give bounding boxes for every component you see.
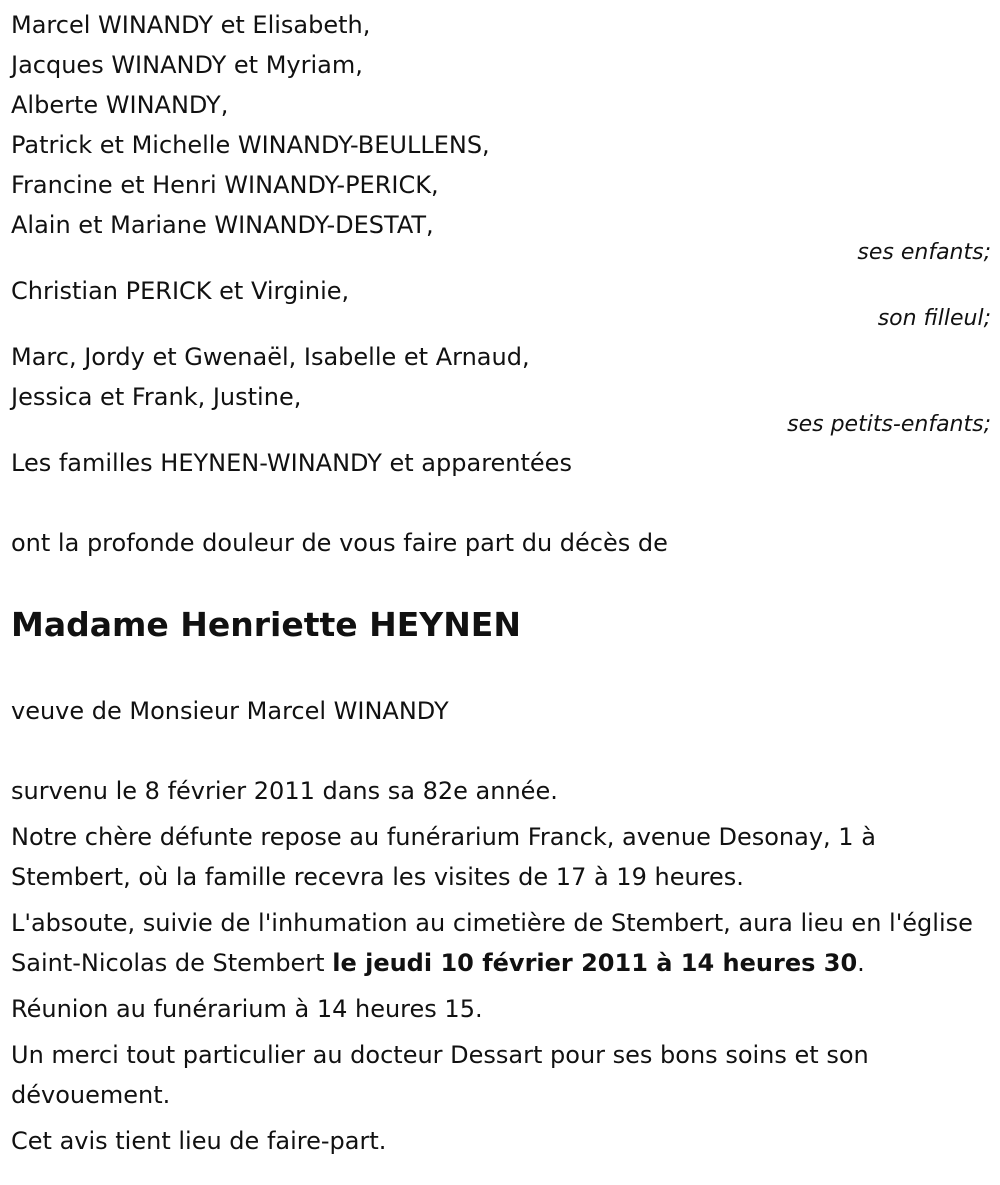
grandchildren-list xyxy=(11,337,991,417)
ceremony-text: L'absoute, suivie de l'inhumation au cimetière de Stembert, aura lieu en l'église Saint-Nicolas de Stembert xyxy=(11,909,973,977)
death-info: survenu le 8 février 2011 dans sa 82e année. xyxy=(11,777,558,805)
ceremony-end: . xyxy=(857,949,865,977)
families-line: Les familles HEYNEN-WINANDY et apparentées xyxy=(11,449,572,477)
thanks-info: Un merci tout particulier au docteur Dessart pour ses bons soins et son dévouement. xyxy=(11,1041,869,1109)
rest-info: Notre chère défunte repose au funérarium Franck, avenue Desonay, 1 à Stembert, où la famille recevra les visites de 17 à 19 heures. xyxy=(11,823,876,891)
grandchild-line: Jessica et Frank, Justine, xyxy=(11,383,302,411)
widow-of-line: veuve de Monsieur Marcel WINANDY xyxy=(11,697,449,725)
announcement-line: ont la profonde douleur de vous faire part du décès de xyxy=(11,529,668,557)
child-line: Francine et Henri WINANDY-PERICK, xyxy=(11,171,439,199)
children-list xyxy=(11,0,991,245)
child-line: Alain et Mariane WINANDY-DESTAT, xyxy=(11,211,434,239)
grandchild-line: Marc, Jordy et Gwenaël, Isabelle et Arnaud, xyxy=(11,343,530,371)
notice-info: Cet avis tient lieu de faire-part. xyxy=(11,1127,387,1155)
child-line: Jacques WINANDY et Myriam, xyxy=(11,51,363,79)
child-line: Patrick et Michelle WINANDY-BEULLENS, xyxy=(11,131,490,159)
obituary-notice xyxy=(11,0,991,1161)
ceremony-info xyxy=(11,903,991,983)
grandchildren-role: ses petits-enfants; xyxy=(787,412,991,437)
children-role: ses enfants; xyxy=(857,240,991,265)
child-line: Alberte WINANDY, xyxy=(11,91,229,119)
deceased-name: Madame Henriette HEYNEN xyxy=(11,605,521,644)
godson-role: son filleul; xyxy=(877,306,991,331)
ceremony-date: le jeudi 10 février 2011 à 14 heures 30 xyxy=(332,949,858,977)
godson-line: Christian PERICK et Virginie, xyxy=(11,277,350,305)
meeting-info: Réunion au funérarium à 14 heures 15. xyxy=(11,995,483,1023)
child-line: Marcel WINANDY et Elisabeth, xyxy=(11,11,371,39)
